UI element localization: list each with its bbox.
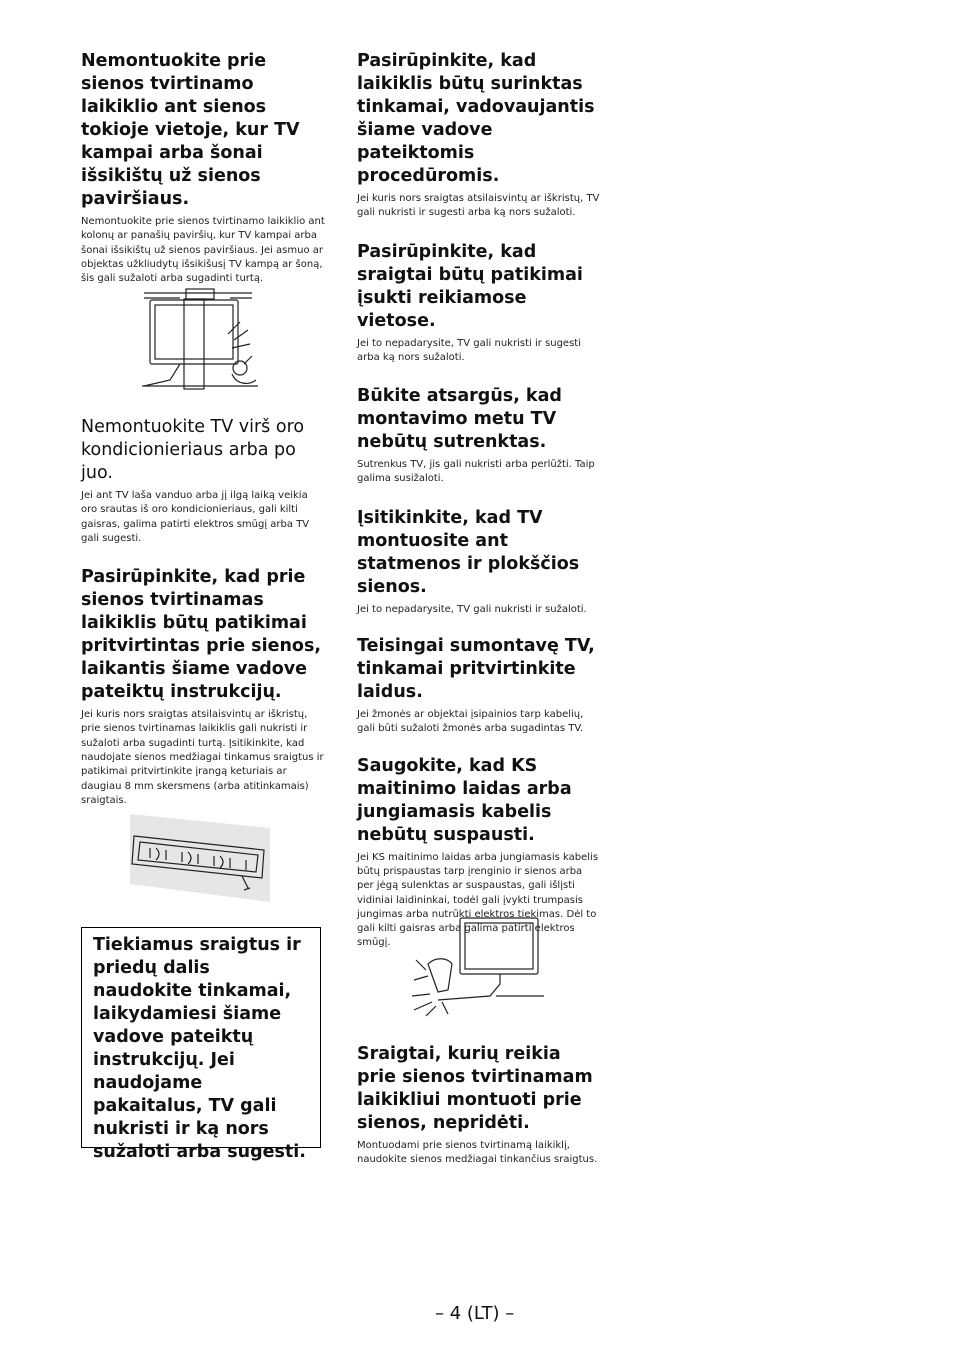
right-column [357, 50, 601, 951]
section-screws-not-supplied [357, 1043, 601, 1168]
section-body: Jei kuris nors sraigtas atsilaisvintų ar iškristų, TV gali nukristi ir sugesti arba ką nors sužaloti. [357, 193, 600, 219]
illustration-wall-bracket [126, 812, 274, 904]
illustration-pinched-cable [408, 914, 546, 1020]
section-body: Nemontuokite prie sienos tvirtinamo laikiklio ant kolonų ar panašių paviršių, kur TV kampai arba šonai išsikištų už sienos paviršiaus. Jei asmuo ar objektas užkliudytų išsikišusį TV kampą ar šoną, šis gali sužaloti arba sugadinti turtą. [81, 216, 325, 285]
section-heading: Būkite atsargūs, kad montavimo metu TV nebūtų sutrenktas. [357, 386, 562, 453]
section-heading: Teisingai sumontavę TV, tinkamai pritvirtinkite laidus. [357, 636, 595, 703]
section-body: Jei KS maitinimo laidas arba jungiamasis kabelis būtų prispaustas tarp įrenginio ir sienos arba per jėgą sulenktas ar suspaustas, gali išlįsti vidiniai laidininkai, todėl gali įvykti trumpasis jungimas arba nutrūkti elektros tiekimas. Dėl to gali kilti gaisras arba galima patirti elektros smūgį. [357, 851, 599, 949]
illustration-tv-on-column [140, 288, 262, 392]
section-air-conditioner [81, 416, 325, 546]
section-heading: Nemontuokite prie sienos tvirtinamo laikiklio ant sienos tokioje vietoje, kur TV kampai arba šonai išsikištų už sienos paviršiaus. [81, 51, 300, 209]
warning-box [81, 927, 321, 1162]
section-heading: Pasirūpinkite, kad sraigtai būtų patikimai įsukti reikiamose vietose. [357, 241, 583, 331]
section-body: Jei kuris nors sraigtas atsilaisvintų ar iškristų, prie sienos tvirtinamas laikiklis gali nukristi ir sužaloti arba sugadinti turtą. Įsitikinkite, kad naudojate sienos medžiagai tinkamus sraigtus ir patikimai pritvirtinkite įrangą keturiais ar daugiau 8 mm skersmens (arba atitinkamais) sraigtais. [81, 709, 324, 806]
section-heading: Nemontuokite TV virš oro kondicionieriaus arba po juo. [81, 417, 305, 483]
left-column [81, 50, 325, 286]
section-body: Jei žmonės ar objektai įsipainios tarp kabelių, gali būti sužaloti žmonės arba sugadintas TV. [357, 709, 584, 735]
section-body: Montuodami prie sienos tvirtinamą laikiklį, naudokite sienos medžiagai tinkančius sraigtus. [357, 1140, 598, 1166]
right-column-bottom [357, 1043, 601, 1168]
section-secure-bracket [81, 566, 325, 808]
section-heading: Įsitikinkite, kad TV montuosite ant statmenos ir plokščios sienos. [357, 507, 580, 597]
section-body: Jei to nepadarysite, TV gali nukristi ir sužaloti. [357, 603, 587, 615]
section-body: Jei to nepadarysite, TV gali nukristi ir sugesti arba ką nors sužaloti. [357, 337, 581, 363]
section-body: Sutrenkus TV, jis gali nukristi arba perlūžti. Taip galima susižaloti. [357, 459, 595, 485]
left-column-continued [81, 416, 325, 808]
section-screws [357, 241, 601, 366]
section-flat-wall [357, 507, 601, 617]
section-heading: Sraigtai, kurių reikia prie sienos tvirtinamam laikikliui montuoti prie sienos, nepridėti. [357, 1044, 593, 1133]
section-heading: Saugokite, kad KS maitinimo laidas arba jungiamasis kabelis nebūtų suspausti. [357, 755, 572, 845]
section-impact [357, 385, 601, 487]
section-assembly [357, 50, 601, 221]
section-cables [357, 635, 601, 737]
page-number: – 4 (LT) – [435, 1303, 515, 1324]
section-body: Jei ant TV laša vanduo arba jį ilgą laiką veikia oro srautas iš oro kondicionieriaus, gali kilti gaisras, galima patirti elektros smūgį arba TV gali sugesti. [81, 490, 310, 544]
section-heading: Pasirūpinkite, kad laikiklis būtų surinktas tinkamai, vadovaujantis šiame vadove pateiktomis procedūromis. [357, 51, 595, 186]
warning-text: Tiekiamus sraigtus ir priedų dalis naudokite tinkamai, laikydamiesi šiame vadove pateiktų instrukcijų. Jei naudojame pakaitalus, TV gali nukristi ir ką nors sužaloti arba sugesti. [93, 935, 306, 1162]
section-heading: Pasirūpinkite, kad prie sienos tvirtinamas laikiklis būtų patikimai pritvirtintas prie sienos, laikantis šiame vadove pateiktų instrukcijų. [81, 567, 322, 703]
section-column-mount [81, 50, 325, 286]
